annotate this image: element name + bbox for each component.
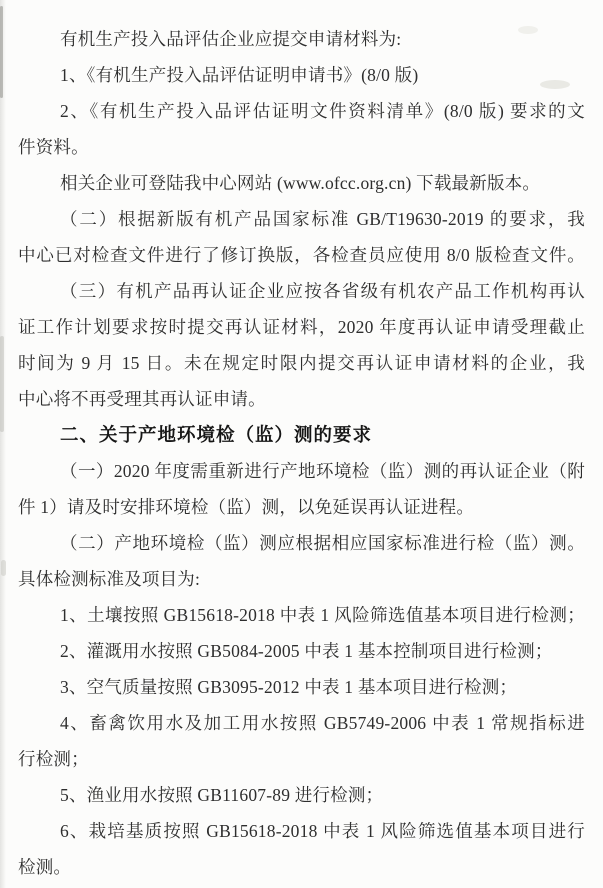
section-heading: 二、关于产地环境检（监）测的要求 <box>60 424 373 445</box>
paragraph-line: 件资料。 <box>18 137 89 157</box>
scan-artifact <box>0 336 4 432</box>
paragraph-line: 件 1）请及时安排环境检（监）测，以免延误再认证进程。 <box>18 497 475 517</box>
list-item-line: 5、渔业用水按照 GB11607-89 进行检测； <box>60 785 384 805</box>
scan-artifact <box>1 560 6 576</box>
paragraph-line: 相关企业可登陆我中心网站 (www.ofcc.org.cn) 下载最新版本。 <box>60 173 541 193</box>
list-item-line: 6、栽培基质按照 GB15618-2018 中表 1 风险筛选值基本项目进行 <box>60 821 585 841</box>
paragraph-line: 时间为 9 月 15 日。未在规定时限内提交再认证申请材料的企业，我 <box>18 353 585 373</box>
list-item-line: 2、灌溉用水按照 GB5084-2005 中表 1 基本控制项目进行检测； <box>60 641 553 661</box>
scan-artifact <box>0 6 3 98</box>
paragraph-line: （二）产地环境检（监）测应根据相应国家标准进行检（监）测。 <box>60 533 585 553</box>
list-item-line: 2、《有机生产投入品评估证明文件资料清单》(8/0 版) 要求的文 <box>60 101 585 121</box>
paragraph-line: 中心已对检查文件进行了修订换版，各检查员应使用 8/0 版检查文件。 <box>18 245 585 265</box>
paragraph-line: 具体检测标准及项目为: <box>18 569 201 589</box>
paragraph-line: 证工作计划要求按时提交再认证材料，2020 年度再认证申请受理截止 <box>18 317 585 337</box>
list-item-line: 4、畜禽饮用水及加工用水按照 GB5749-2006 中表 1 常规指标进 <box>60 713 585 733</box>
paragraph-line: 中心将不再受理其再认证申请。 <box>18 389 266 409</box>
list-item-line: 检测。 <box>18 857 72 877</box>
paragraph-line: （三）有机产品再认证企业应按各省级有机农产品工作机构再认 <box>60 281 585 301</box>
document-content <box>18 21 585 885</box>
list-item-line: 3、空气质量按照 GB3095-2012 中表 1 基本项目进行检测； <box>60 677 518 697</box>
list-item-line: 1、《有机生产投入品评估证明申请书》(8/0 版) <box>60 65 419 85</box>
scan-edge-shadow <box>0 0 6 888</box>
paragraph-line: 有机生产投入品评估企业应提交申请材料为: <box>60 29 402 49</box>
paragraph-line: （二）根据新版有机产品国家标准 GB/T19630-2019 的要求，我 <box>60 209 585 229</box>
list-item-line: 1、土壤按照 GB15618-2018 中表 1 风险筛选值基本项目进行检测； <box>60 605 585 625</box>
list-item-line: 行检测； <box>18 749 89 769</box>
paragraph-line: （一）2020 年度需重新进行产地环境检（监）测的再认证企业（附 <box>60 461 585 481</box>
